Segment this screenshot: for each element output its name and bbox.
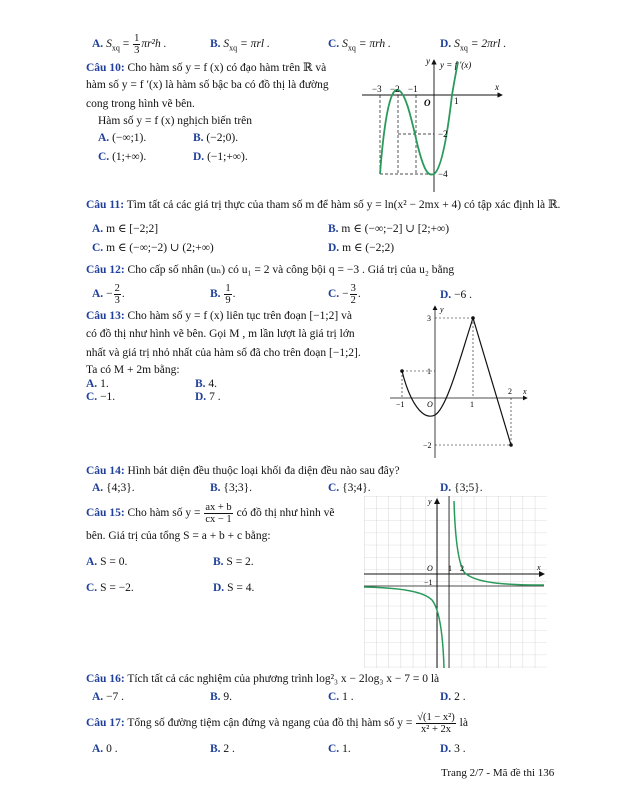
question-number: Câu 14: — [86, 465, 125, 477]
option-label: D. — [328, 242, 340, 254]
option-label: C. — [328, 38, 340, 50]
q9-option-a[interactable] — [92, 33, 167, 56]
q15-option-a[interactable] — [86, 556, 127, 568]
option-text: 2 . — [223, 743, 235, 755]
q11-line — [86, 197, 560, 211]
option-text: S = −2. — [100, 582, 134, 594]
q9-a-s: S — [106, 38, 112, 51]
q15-pre: Cho hàm số y = — [127, 507, 201, 520]
q10-text-4: Hàm số y = f (x) nghịch biến trên — [98, 115, 253, 127]
option-label: A. — [92, 223, 104, 235]
option-text: S = 2. — [226, 556, 254, 568]
tick-y-minus2: −2 — [423, 441, 432, 450]
q14-option-c[interactable] — [328, 482, 371, 494]
q9-b-post: = πrl . — [240, 38, 270, 50]
q10-option-a[interactable] — [98, 132, 146, 144]
f-curve — [402, 318, 511, 445]
option-text: (−1;+∞). — [207, 151, 248, 163]
option-text: m ∈ (−∞;−2) ∪ (2;+∞) — [106, 242, 214, 254]
tick-x-1: 1 — [448, 564, 452, 573]
option-text: m ∈ (−∞;−2] ∪ [2;+∞) — [341, 223, 450, 235]
q12-c-fraction: $\frac{3}{2}$ — [350, 283, 356, 306]
option-text: 0 . — [106, 743, 118, 755]
option-label: A. — [92, 691, 104, 703]
question-number: Câu 10: — [86, 62, 125, 74]
q11-text: Tìm tất cả các giá trị thực của tham số m để hàm số y = ln(x² − 2mx + 4) có tập xác định là ℝ. — [126, 199, 561, 211]
option-label: A. — [86, 556, 98, 568]
option-label: A. — [98, 132, 110, 144]
tick-y-minus4: −4 — [438, 169, 448, 179]
option-label: B. — [210, 482, 221, 494]
option-label: B. — [210, 743, 221, 755]
option-post: . — [232, 288, 236, 301]
q9-b-s: S — [223, 38, 230, 50]
option-label: B. — [195, 378, 206, 390]
q9-a-fraction: $\frac{1}{3}$ — [134, 33, 140, 56]
q17-option-c[interactable] — [328, 743, 351, 755]
q12-option-b[interactable] — [210, 283, 236, 306]
option-label: D. — [213, 582, 225, 594]
option-label: D. — [440, 743, 452, 755]
option-label: D. — [440, 289, 452, 301]
option-label: B. — [213, 556, 224, 568]
tick-y-minus2: −2 — [438, 129, 448, 139]
option-text: (−2;0). — [206, 132, 239, 144]
q17-post: là — [459, 717, 468, 730]
option-sign: − — [106, 288, 113, 301]
option-label: C. — [86, 582, 98, 594]
q10-graph — [360, 52, 510, 197]
q16-text: Tích tất cả các nghiệm của phương trình log²₃ x − 2log₃ x − 7 = 0 là — [127, 673, 440, 685]
q10-text-1: Cho hàm số y = f (x) có đạo hàm trên ℝ và — [127, 62, 327, 74]
option-label: D. — [195, 391, 207, 403]
q10-option-d[interactable] — [193, 151, 248, 163]
origin-label: O — [427, 564, 433, 573]
endpoint-left — [400, 369, 404, 373]
option-label: B. — [328, 223, 339, 235]
x-axis-label: x — [495, 82, 499, 92]
option-text: S = 4. — [227, 582, 255, 594]
option-text: m ∈ (−2;2) — [342, 242, 395, 254]
q15-fraction: $\frac{ax + b}{cx - 1}$ — [205, 502, 232, 525]
q17-fraction: $\frac{\text{√(1 − x²)}}{\text{x² + 2x}}$ — [417, 712, 455, 735]
q9-c-s: S — [342, 38, 348, 50]
q17-option-d[interactable] — [440, 743, 466, 755]
q11-option-d[interactable] — [328, 240, 394, 254]
q12-option-a[interactable] — [92, 283, 125, 306]
tick-x-2: 2 — [460, 564, 464, 573]
q9-a-eq: = — [122, 38, 130, 51]
q9-a-sub: xq — [111, 43, 120, 53]
option-text: 2 . — [454, 691, 466, 703]
q14-text: Hình bát diện đều thuộc loại khối đa diện đều nào sau đây? — [127, 465, 400, 477]
q16-line — [86, 673, 439, 685]
max-point — [471, 316, 475, 320]
q15-option-d[interactable] — [213, 582, 254, 594]
q14-option-d[interactable] — [440, 482, 483, 494]
q16-option-b[interactable] — [210, 691, 232, 703]
q12-option-d[interactable] — [440, 289, 472, 301]
option-text: (−∞;1). — [112, 132, 147, 144]
q17-line — [86, 712, 468, 735]
option-text: {4;3}. — [106, 482, 135, 494]
q15-text-2: bên. Giá trị của tổng S = a + b + c bằng: — [86, 530, 271, 542]
tick-y-1: 1 — [427, 367, 431, 376]
option-label: A. — [92, 743, 104, 755]
option-post: . — [121, 288, 125, 301]
q9-option-d[interactable] — [440, 38, 506, 52]
q9-d-s: S — [454, 38, 460, 50]
option-label: C. — [328, 743, 340, 755]
tick-y-minus1: −1 — [424, 578, 433, 587]
q15-graph — [364, 496, 547, 668]
y-axis-label: y — [428, 497, 432, 506]
q14-option-b[interactable] — [210, 482, 252, 494]
option-text: {3;4}. — [342, 482, 371, 494]
option-text: {3;3}. — [223, 482, 253, 494]
q13-line1 — [86, 310, 352, 322]
q12-b-fraction: $\frac{1}{9}$ — [225, 283, 231, 306]
q11-option-b[interactable] — [328, 221, 449, 235]
q13-text-3: nhất và giá trị nhỏ nhất của hàm số đã cho trên đoạn [−1;2]. — [86, 347, 361, 359]
y-axis-label: y — [426, 56, 430, 66]
option-label: D. — [193, 151, 205, 163]
q14-option-a[interactable] — [92, 482, 135, 494]
q17-option-b[interactable] — [210, 743, 235, 755]
option-label: B. — [210, 38, 221, 50]
q10-option-c[interactable] — [98, 151, 146, 163]
option-label: A. — [92, 482, 104, 494]
option-text: 3 . — [454, 743, 466, 755]
q15-option-b[interactable] — [213, 556, 254, 568]
curve-label: y = f ′(x) — [440, 60, 472, 70]
option-label: A. — [92, 38, 104, 51]
question-number: Câu 13: — [86, 310, 125, 322]
q9-option-b[interactable] — [210, 38, 270, 52]
q9-a-post: πr²h . — [141, 38, 167, 51]
option-label: A. — [92, 288, 104, 301]
q12-line — [86, 262, 454, 276]
option-text: 1. — [100, 378, 109, 390]
option-label: D. — [440, 691, 452, 703]
question-number: Câu 15: — [86, 507, 125, 520]
option-text: 4. — [208, 378, 218, 390]
tick-x-1: 1 — [454, 96, 459, 106]
q12-option-c[interactable] — [328, 283, 361, 306]
q17-option-a[interactable] — [92, 743, 118, 755]
option-label: C. — [92, 242, 104, 254]
q13-option-d[interactable] — [195, 391, 221, 403]
q13-option-a[interactable] — [86, 378, 109, 390]
option-label: C. — [328, 288, 340, 301]
option-label: C. — [328, 691, 340, 703]
x-axis-label: x — [537, 563, 541, 572]
option-text: S = 0. — [100, 556, 128, 568]
q11-option-a[interactable] — [92, 221, 158, 235]
option-text: 7 . — [209, 391, 221, 403]
fprime-curve — [380, 62, 458, 175]
option-label: A. — [86, 378, 98, 390]
origin-label: O — [424, 98, 431, 108]
q13-option-b[interactable] — [195, 378, 217, 390]
option-text: −1. — [100, 391, 116, 403]
endpoint-right — [509, 443, 513, 447]
question-number: Câu 16: — [86, 673, 125, 685]
q16-option-c[interactable] — [328, 691, 354, 703]
q10-line1 — [86, 60, 326, 74]
option-text: 9. — [223, 691, 233, 703]
q15-option-c[interactable] — [86, 582, 134, 594]
q9-c-sub: xq — [347, 43, 356, 53]
q13-text-4: Ta có M + 2m bằng: — [86, 364, 180, 376]
q10-text-3: cong trong hình vẽ bên. — [86, 98, 195, 110]
q9-d-post: = 2πrl . — [470, 38, 507, 50]
option-label: B. — [210, 288, 221, 301]
q11-option-c[interactable] — [92, 240, 214, 254]
option-label: C. — [328, 482, 340, 494]
q17-pre: Tổng số đường tiệm cận đứng và ngang của đồ thị hàm số y = — [127, 717, 413, 730]
option-text: (1;+∞). — [112, 151, 147, 163]
option-text: −6 . — [454, 289, 473, 301]
y-axis-label: y — [440, 305, 444, 314]
question-number: Câu 12: — [86, 264, 125, 276]
q15-post: có đồ thị như hình vẽ — [236, 507, 335, 520]
option-label: C. — [98, 151, 110, 163]
q16-option-a[interactable] — [92, 691, 124, 703]
page-footer: Trang 2/7 - Mã đề thi 136 — [441, 767, 555, 779]
tick-x-minus3: −3 — [372, 84, 382, 94]
tick-x-1: 1 — [470, 400, 474, 409]
option-post: . — [357, 288, 361, 301]
x-axis-label: x — [523, 387, 527, 396]
tick-x-2: 2 — [508, 387, 512, 396]
option-text: 1. — [342, 743, 351, 755]
q10-option-b[interactable] — [193, 132, 238, 144]
tick-x-minus1: −1 — [408, 84, 418, 94]
option-label: B. — [210, 691, 221, 703]
q15-line1 — [86, 502, 334, 525]
tick-y-3: 3 — [427, 314, 431, 323]
q9-c-post: = πrh . — [358, 38, 391, 50]
q9-b-sub: xq — [229, 43, 238, 53]
option-text: 1 . — [342, 691, 354, 703]
q12-text: Cho cấp số nhân (uₙ) có u₁ = 2 và công bội q = −3 . Giá trị của u₂ bằng — [127, 264, 455, 276]
tick-x-minus2: −2 — [390, 84, 400, 94]
option-text: −7 . — [106, 691, 125, 703]
origin-label: O — [427, 400, 433, 409]
q13-text-2: có đồ thị như hình vẽ bên. Gọi M , m lần lượt là giá trị lớn — [86, 328, 355, 340]
q13-option-c[interactable] — [86, 391, 115, 403]
q10-text-2: hàm số y = f ′(x) là hàm số bậc ba có đồ thị là đường — [86, 79, 329, 91]
q16-option-d[interactable] — [440, 691, 466, 703]
question-number: Câu 11: — [86, 199, 125, 211]
q13-graph — [385, 303, 535, 461]
option-text: {3;5}. — [454, 482, 483, 494]
question-number: Câu 17: — [86, 717, 125, 730]
option-label: D. — [440, 38, 452, 50]
q9-option-c[interactable] — [328, 38, 391, 52]
option-text: m ∈ [−2;2] — [106, 223, 159, 235]
tick-x-minus1: −1 — [396, 400, 405, 409]
option-label: C. — [86, 391, 98, 403]
option-label: D. — [440, 482, 452, 494]
option-label: B. — [193, 132, 204, 144]
option-sign: − — [342, 288, 349, 301]
q9-d-sub: xq — [459, 43, 468, 53]
q14-line — [86, 465, 400, 477]
q13-text-1: Cho hàm số y = f (x) liên tục trên đoạn [−1;2] và — [127, 310, 352, 322]
q12-a-fraction: $\frac{2}{3}$ — [114, 283, 120, 306]
